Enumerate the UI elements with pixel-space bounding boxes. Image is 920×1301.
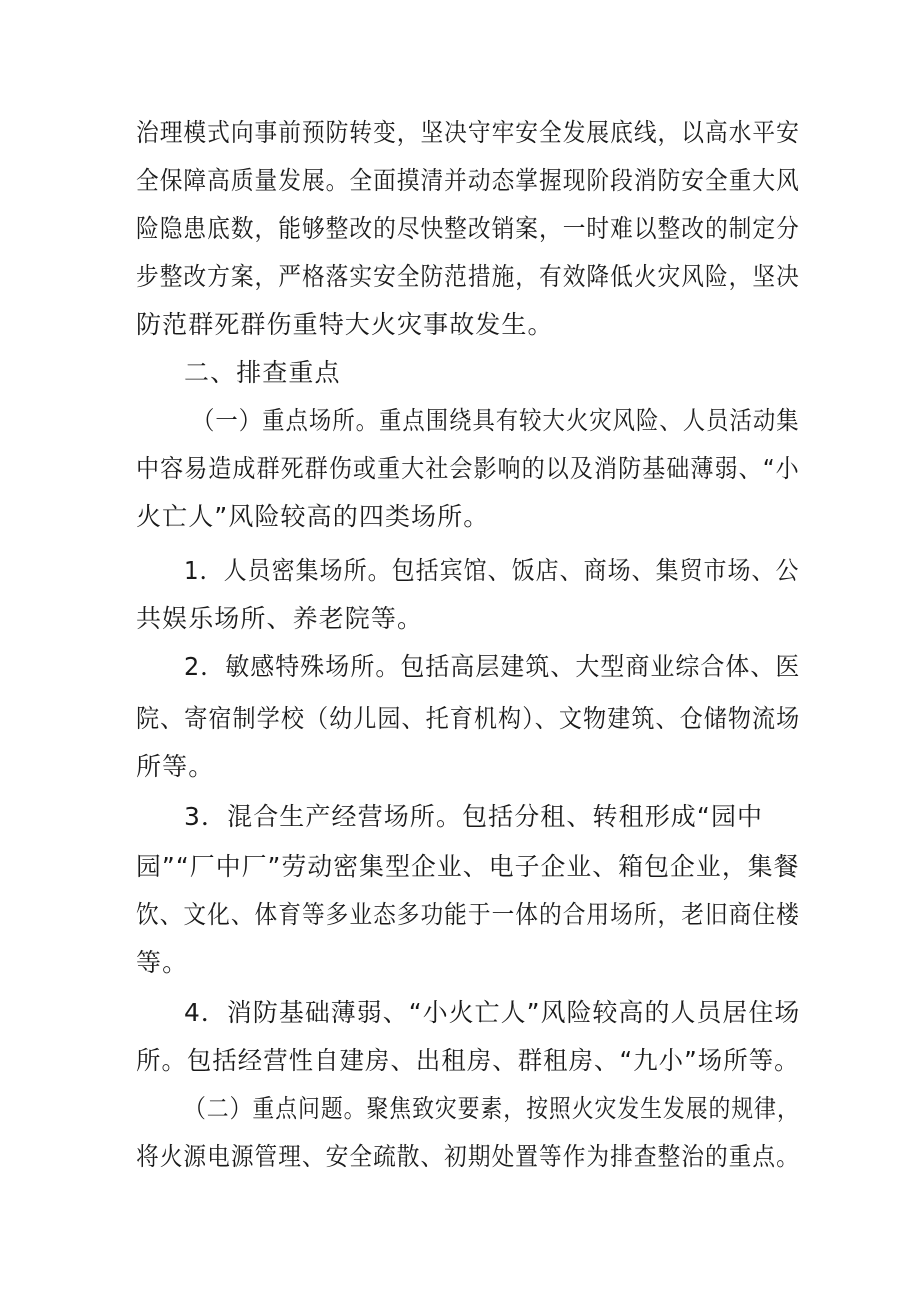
paragraph-line: 步整改方案，严格落实安全防范措施，有效降低火灾风险，坚决 xyxy=(136,262,800,291)
list-item-line: 院、寄宿制学校（幼儿园、托育机构）、文物建筑、仓储物流场 xyxy=(136,704,801,733)
list-item-line: 3．混合生产经营场所。包括分租、转租形成“园中 xyxy=(184,802,764,831)
list-item-line: 饮、文化、体育等多业态多功能于一体的合用场所，老旧商住楼 xyxy=(136,900,800,929)
list-item-line: 4．消防基础薄弱、“小火亡人”风险较高的人员居住场 xyxy=(184,998,801,1027)
list-item-line: 等。 xyxy=(136,948,189,977)
list-item-line: 园”“厂中厂”劳动密集型企业、电子企业、箱包企业，集餐 xyxy=(136,852,800,881)
list-item-line: 共娱乐场所、养老院等。 xyxy=(136,604,424,633)
paragraph-line: 治理模式向事前预防转变，坚决守牢安全发展底线，以高水平安 xyxy=(136,118,800,147)
paragraph-line: 将火源电源管理、安全疏散、初期处置等作为排查整治的重点。 xyxy=(136,1142,800,1171)
paragraph-line: （一）重点场所。重点围绕具有较大火灾风险、人员活动集 xyxy=(192,406,800,435)
section-heading: 二、排查重点 xyxy=(184,358,341,387)
list-item-line: 2．敏感特殊场所。包括高层建筑、大型商业综合体、医 xyxy=(184,652,801,681)
list-item-line: 所等。 xyxy=(136,752,215,781)
paragraph-line: （二）重点问题。聚焦致灾要素，按照火灾发生发展的规律， xyxy=(184,1094,800,1123)
paragraph-line: 中容易造成群死群伤或重大社会影响的以及消防基础薄弱、“小 xyxy=(136,454,800,483)
paragraph-line: 险隐患底数，能够整改的尽快整改销案，一时难以整改的制定分 xyxy=(136,214,800,243)
paragraph-line: 全保障高质量发展。全面摸清并动态掌握现阶段消防安全重大风 xyxy=(136,166,800,195)
list-item-line: 1．人员密集场所。包括宾馆、饭店、商场、集贸市场、公 xyxy=(184,556,800,585)
paragraph-line: 火亡人”风险较高的四类场所。 xyxy=(136,502,490,531)
list-item-line: 所。包括经营性自建房、出租房、群租房、“九小”场所等。 xyxy=(136,1046,800,1075)
paragraph-line: 防范群死群伤重特大火灾事故发生。 xyxy=(136,310,554,339)
